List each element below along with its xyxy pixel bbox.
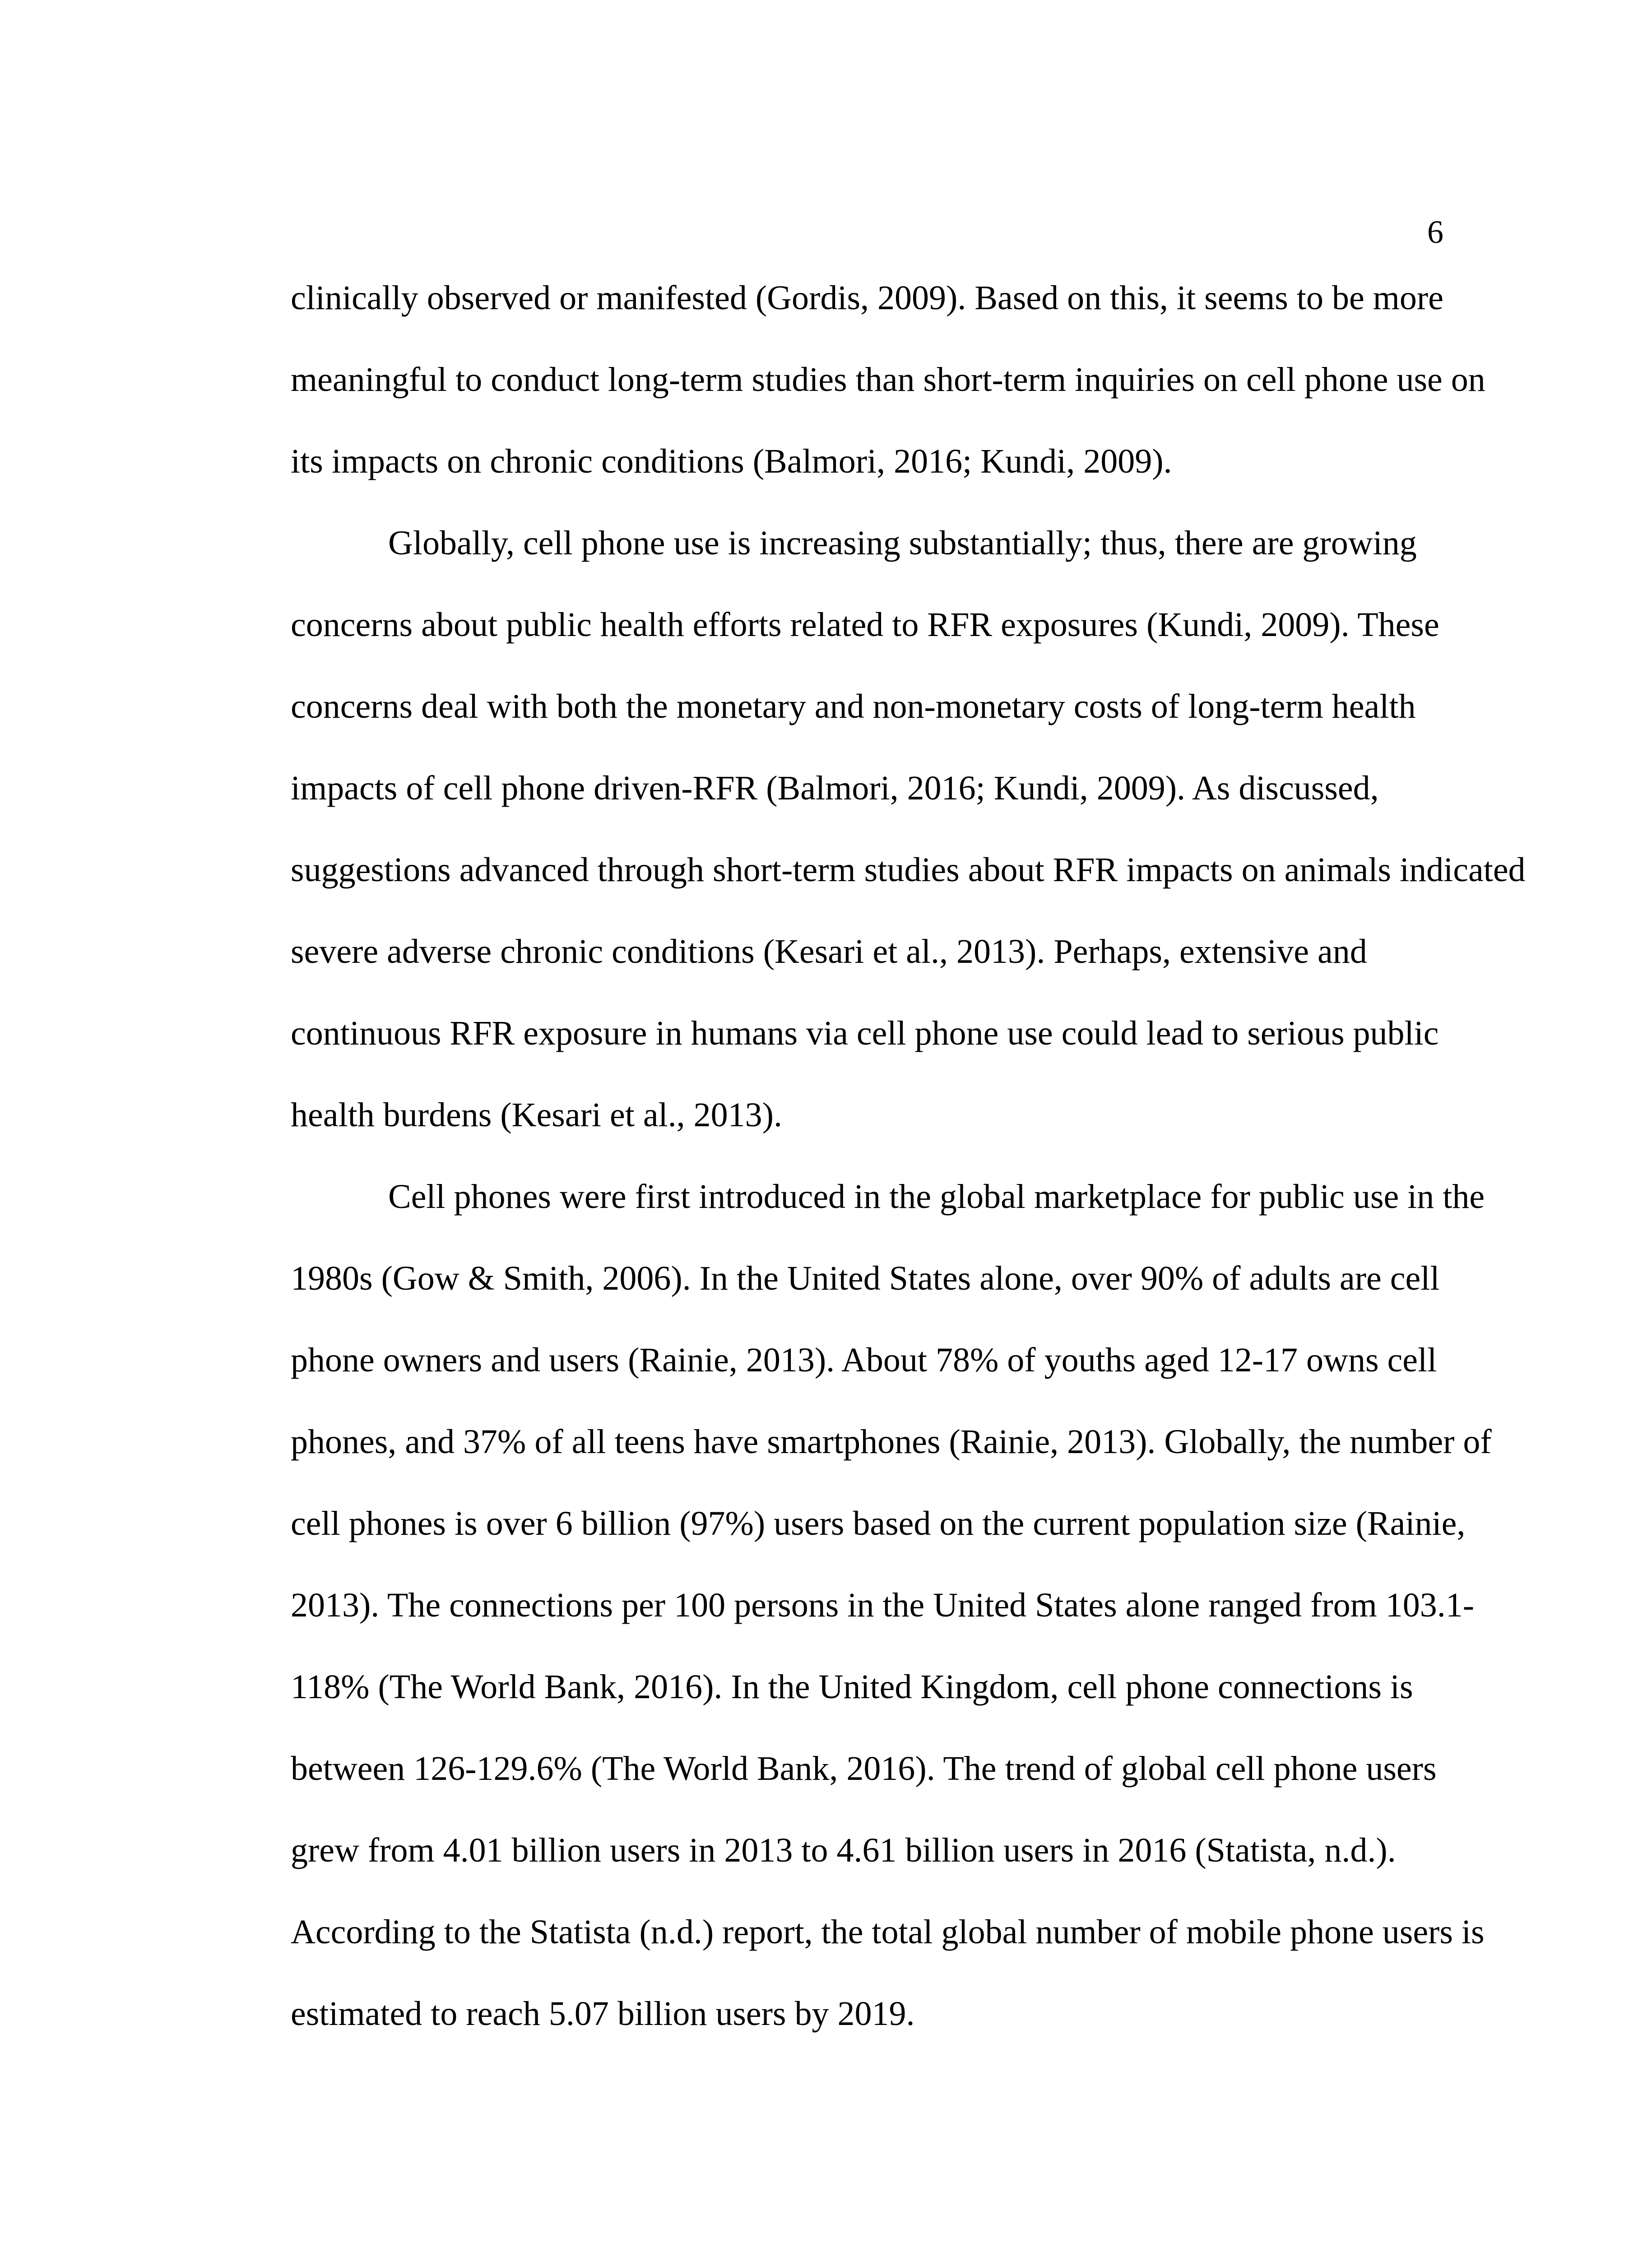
body-text (291, 275, 1526, 2073)
text-line: phone owners and users (Rainie, 2013). About 78% of youths aged 12-17 owns cell (291, 1341, 1437, 1379)
page-number: 6 (1427, 214, 1443, 250)
text-line: health burdens (Kesari et al., 2013). (291, 1096, 782, 1134)
text-line: 1980s (Gow & Smith, 2006). In the United States alone, over 90% of adults are cell (291, 1259, 1440, 1297)
text-line: According to the Statista (n.d.) report, the total global number of mobile phone users is (291, 1913, 1485, 1951)
text-line: meaningful to conduct long-term studies than short-term inquiries on cell phone use on (291, 361, 1485, 399)
text-line: suggestions advanced through short-term studies about RFR impacts on animals indicated (291, 851, 1526, 889)
paragraph-first-line: Cell phones were first introduced in the global marketplace for public use in the (388, 1178, 1485, 1216)
text-line: estimated to reach 5.07 billion users by 2019. (291, 1995, 915, 2033)
text-line: cell phones is over 6 billion (97%) users based on the current population size (Rainie, (291, 1505, 1466, 1542)
text-line: concerns deal with both the monetary and non-monetary costs of long-term health (291, 687, 1416, 725)
text-line: grew from 4.01 billion users in 2013 to 4.61 billion users in 2016 (Statista, n.d.). (291, 1831, 1396, 1869)
text-line: phones, and 37% of all teens have smartphones (Rainie, 2013). Globally, the number of (291, 1423, 1492, 1461)
text-line: between 126-129.6% (The World Bank, 2016). The trend of global cell phone users (291, 1750, 1437, 1788)
text-line: impacts of cell phone driven-RFR (Balmori, 2016; Kundi, 2009). As discussed, (291, 769, 1379, 807)
text-line: continuous RFR exposure in humans via cell phone use could lead to serious public (291, 1014, 1439, 1052)
paragraph-first-line: Globally, cell phone use is increasing substantially; thus, there are growing (388, 524, 1417, 562)
text-line: concerns about public health efforts related to RFR exposures (Kundi, 2009). These (291, 606, 1439, 644)
text-line: severe adverse chronic conditions (Kesari et al., 2013). Perhaps, extensive and (291, 933, 1367, 971)
text-line: its impacts on chronic conditions (Balmori, 2016; Kundi, 2009). (291, 442, 1172, 480)
text-line: clinically observed or manifested (Gordis, 2009). Based on this, it seems to be more (291, 279, 1443, 317)
text-line: 118% (The World Bank, 2016). In the United Kingdom, cell phone connections is (291, 1668, 1413, 1706)
text-line: 2013). The connections per 100 persons in the United States alone ranged from 103.1- (291, 1586, 1475, 1624)
